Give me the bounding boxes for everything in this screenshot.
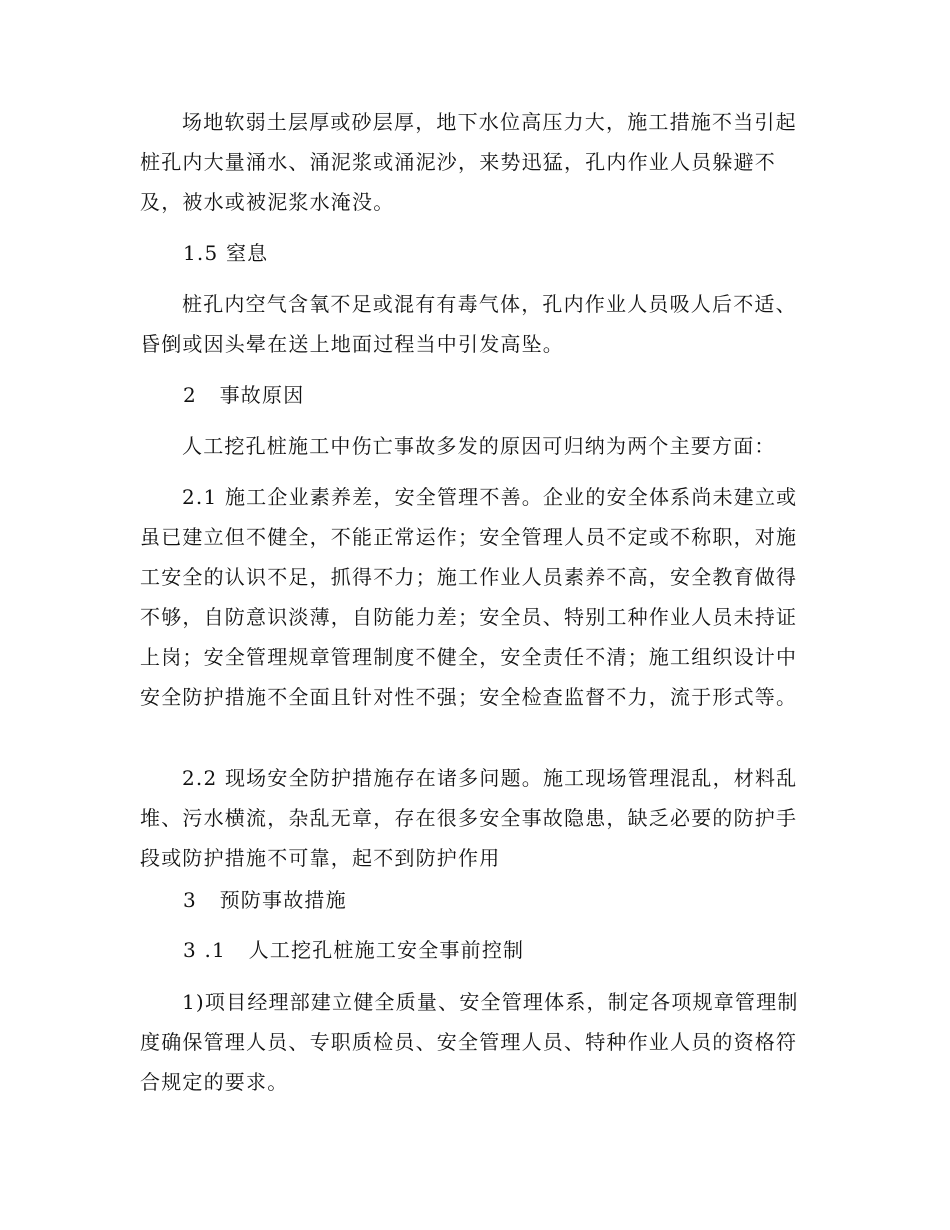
paragraph-causes-intro: 人工挖孔桩施工中伤亡事故多发的原因可归纳为两个主要方面： (182, 434, 776, 458)
heading-2-accident-causes: 2 事故原因 (183, 383, 305, 407)
paragraph-3-1-item-1: 1)项目经理部建立健全质量、安全管理体系，制定各项规章管理制度确保管理人员、专职质检员、安全管理人员、特种作业人员的资格符合规定的要求。 (140, 990, 799, 1094)
paragraph-2-2-site-protection: 2.2 现场安全防护措施存在诸多问题。施工现场管理混乱，材料乱堆、污水横流，杂乱无章，存在很多安全事故隐患，缺乏必要的防护手段或防护措施不可靠，起不到防护作用 (140, 766, 798, 870)
paragraph-2-1-management: 2.1 施工企业素养差，安全管理不善。企业的安全体系尚未建立或虽已建立但不健全，不能正常运作；安全管理人员不定或不称职，对施工安全的认识不足，抓得不力；施工作业人员素养不高，安全教育做得不够，自防意识淡薄，自防能力差；安全员、特别工种作业人员未持证上岗；安全管理规章管理制度不健全，安全责任不清；施工组织设计中安全防护措施不全面且针对性不强；安全检查监督不力，流于形式等。 (140, 485, 798, 709)
heading-3-prevention: 3 预防事故措施 (183, 888, 347, 912)
heading-3-1-pre-control: 3 .1 人工挖孔桩施工安全事前控制 (183, 938, 525, 962)
heading-1-5-suffocation: 1.5 窒息 (183, 241, 269, 265)
paragraph-flooding: 场地软弱土层厚或砂层厚，地下水位高压力大，施工措施不当引起桩孔内大量涌水、涌泥浆或涌泥沙，来势迅猛，孔内作业人员躲避不及，被水或被泥浆水淹没。 (140, 110, 797, 214)
paragraph-suffocation: 桩孔内空气含氧不足或混有有毒气体，孔内作业人员吸人后不适、昏倒或因头晕在送上地面过程当中引发高坠。 (140, 292, 797, 356)
